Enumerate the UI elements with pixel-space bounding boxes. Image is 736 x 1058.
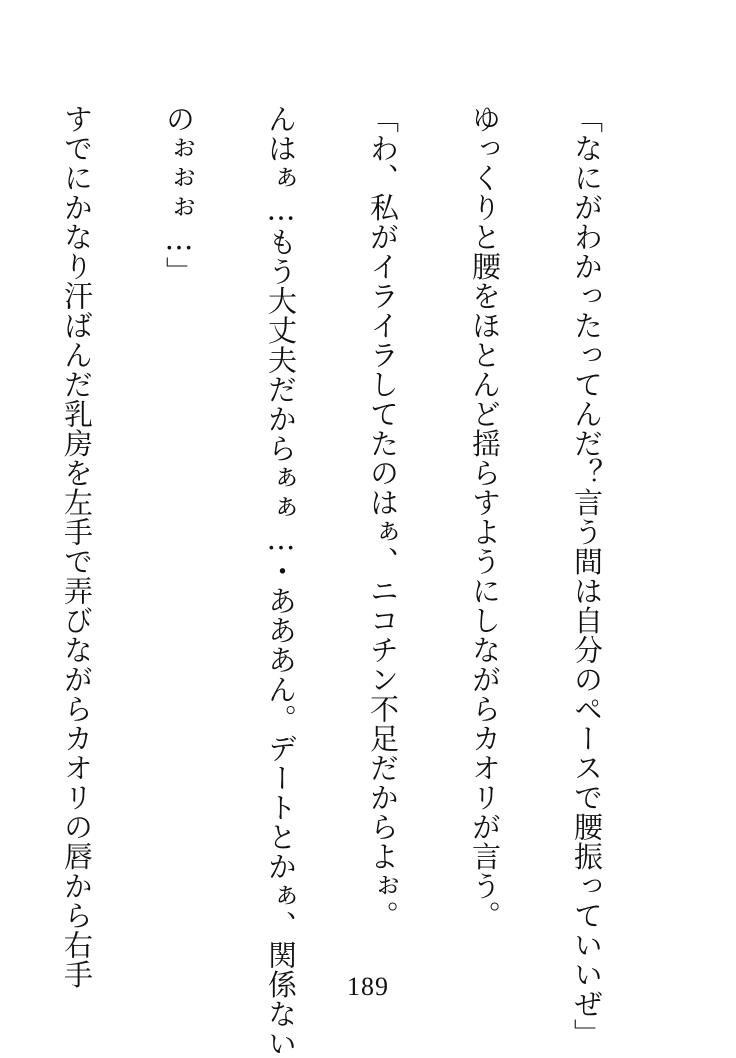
text-line: 「わ、私がイライラしてたのはぁ、ニコチン不足だからよぉ。 <box>366 104 400 930</box>
text-line: のぉぉぉ…」 <box>162 104 196 286</box>
page-number: 189 <box>347 972 389 1001</box>
text-line: 「なにがわかったってんだ？言う間は自分のペースで腰振っていいぜ」 <box>570 104 604 1048</box>
text-line: すでにかなり汗ばんだ乳房を左手で弄びながらカオリの唇から右手 <box>60 104 94 989</box>
text-line: んはぁ…もう大丈夫だからぁぁ…・あああん。デートとかぁ、関係ない <box>264 104 298 1058</box>
text-line: ゆっくりと腰をほとんど揺らすようにしながらカオリが言う。 <box>468 104 502 930</box>
